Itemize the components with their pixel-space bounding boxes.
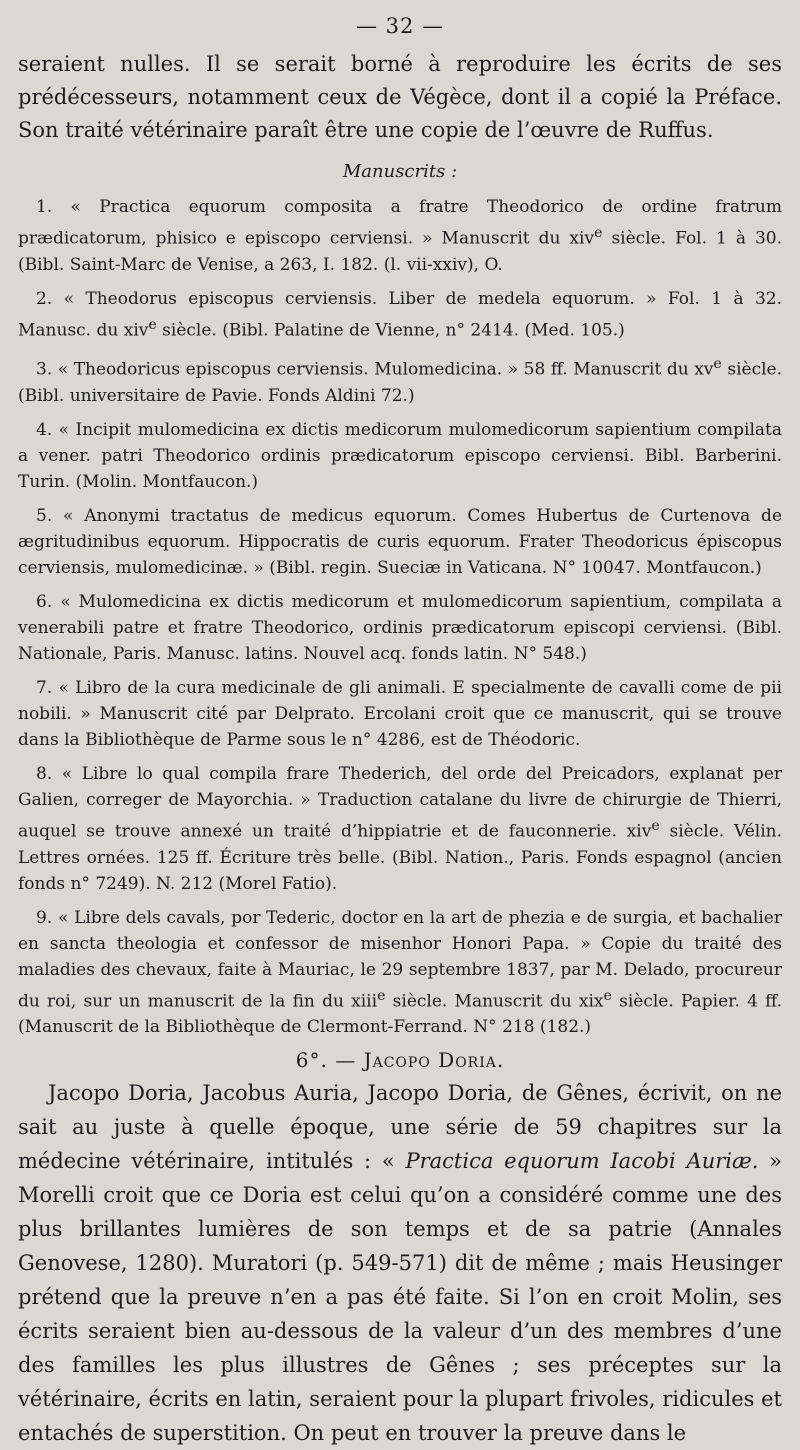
- section-number: 6°. —: [295, 1048, 357, 1073]
- manuscript-entry: 9. « Libre dels cavals, por Tederic, doctor en la art de phezia e de surgia, et bachalier en sancta theologia et confessor de misenhor Honori Papa. » Copie du traité des maladies des chevaux, faite à Mauriac, le 29 septembre 1837, par M. Delado, procureur du roi, sur un manuscrit de la fin du xiii$^e$ siècle. Manuscrit du xix$^e$ siècle. Papier. 4 ff. (Manuscrit de la Bibliothèque de Clermont-Ferrand. N° 218 (182.): [18, 907, 782, 1038]
- manuscript-entry: 2. « Theodorus episcopus cerviensis. Liber de medela equorum. » Fol. 1 à 32. Manusc. du xiv$^e$ siècle. (Bibl. Palatine de Vienne, n° 2414. (Med. 105.): [18, 288, 782, 341]
- manuscripts-heading: Manuscrits :: [342, 161, 458, 182]
- manuscript-entry: 4. « Incipit mulomedicina ex dictis medicorum mulomedicorum sapientium compilata a vener. patri Theodorico ordinis prædicatorum episcopo cerviensi. Bibl. Barberini. Turin. (Molin. Montfaucon.): [18, 419, 782, 492]
- manuscript-list: [18, 194, 782, 1040]
- manuscript-entry: 1. « Practica equorum composita a fratre Theodorico de ordine fratrum prædicatorum, phisico e episcopo cerviensi. » Manuscrit du xiv$^e$ siècle. Fol. 1 à 30. (Bibl. Saint-Marc de Venise, a 263, I. 182. (l. vii-xxiv), O.: [18, 197, 782, 275]
- doria-paragraph: Jacopo Doria, Jacobus Auria, Jacopo Doria, de Gênes, écrivit, on ne sait au juste à quelle époque, une série de 59 chapitres sur la médecine vétérinaire, intitulés : « Practica equorum Iacobi Auriæ. » Morelli croit que ce Doria est celui qu’on a considéré comme une des plus brillantes lumières de son temps et de sa patrie (Annales Genovese, 1280). Muratori (p. 549-571) dit de même ; mais Heusinger prétend que la preuve n’en a pas été faite. Si l’on en croit Molin, ses écrits seraient bien au-dessous de la valeur d’un des membres d’une des familles les plus illustres de Gênes ; ses préceptes sur la vétérinaire, écrits en latin, seraient pour la plupart frivoles, ridicules et entachés de superstition. On peut en trouver la preuve dans le: [18, 1081, 782, 1446]
- manuscript-entry: 8. « Libre lo qual compila frare Thederich, del orde del Preicadors, explanat per Galien, correger de Mayorchia. » Traduction catalane du livre de chirurgie de Thierri, auquel se trouve annexé un traité d’hippiatrie et de fauconnerie. xiv$^e$ siècle. Vélin. Lettres ornées. 125 ff. Écriture très belle. (Bibl. Nation., Paris. Fonds espagnol (ancien fonds n° 7249). N. 212 (Morel Fatio).: [18, 763, 782, 894]
- section-heading: [18, 1048, 782, 1072]
- page-number: — 32 —: [355, 14, 445, 38]
- intro-paragraph: seraient nulles. Il se serait borné à reproduire les écrits de ses prédécesseurs, notamment ceux de Végèce, dont il a copié la Préface. Son traité vétérinaire paraît être une copie de l’œuvre de Ruffus.: [18, 52, 782, 142]
- manuscript-entry: 6. « Mulomedicina ex dictis medicorum et mulomedicorum sapientium, compilata a venerabili patre et fratre Theodorico, ordinis prædicatorum episcopi cerviensi. (Bibl. Nationale, Paris. Manusc. latins. Nouvel acq. fonds latin. N° 548.): [18, 591, 782, 664]
- manuscript-entry: 3. « Theodoricus episcopus cerviensis. Mulomedicina. » 58 ff. Manuscrit du $xv^e$ siècle. (Bibl. universitaire de Pavie. Fonds Aldini 72.): [18, 356, 782, 406]
- manuscript-entry: 7. « Libro de la cura medicinale de gli animali. E specialmente de cavalli come de pii nobili. » Manuscrit cité par Delprato. Ercolani croit que ce manuscrit, qui se trouve dans la Bibliothèque de Parme sous le n° 4286, est de Théodoric.: [18, 677, 782, 750]
- section-name: Jacopo Doria.: [363, 1048, 505, 1073]
- manuscript-entry: 5. « Anonymi tractatus de medicus equorum. Comes Hubertus de Curtenova de ægritudinibus equorum. Hippocratis de curis equorum. Frater Theodoricus épiscopus cerviensis, mulomedicinæ. » (Bibl. regin. Sueciæ in Vaticana. N° 10047. Montfaucon.): [18, 505, 782, 578]
